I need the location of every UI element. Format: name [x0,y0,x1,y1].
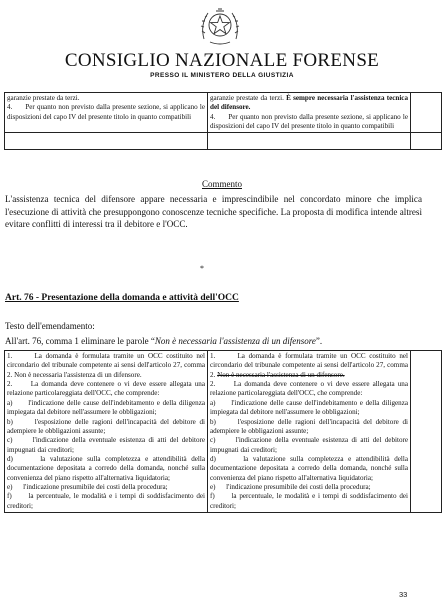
current-text-cell-blank [5,133,208,150]
struck-text: Non è necessaria l'assistenza di un difensore. [217,370,345,379]
letter-d: d) la valutazione sulla completezza e attendibilità della documentazione depositata a corredo della domanda, nonché sulla convenienza del piano rispetto all'alternativa liquidatoria; [210,454,408,482]
current-text-paragraph: 4. Per quanto non previsto dalla presente sezione, si applicano le disposizioni del capo IV del presente titolo in quanto compatibili [7,103,205,121]
letter-a: a) l'indicazione delle cause dell'indebitamento e della diligenza impiegata dal debitore nell'assumere le obbligazioni; [210,398,408,417]
commento-heading: Commento [202,179,242,189]
letter-b: b) l'esposizione delle ragioni dell'incapacità del debitore di adempiere le obbligazioni assunte; [210,417,408,435]
amended-text-cell [208,93,411,133]
current-text-cell [5,351,208,513]
letter-b: b) l'esposizione delle ragioni dell'incapacità del debitore di adempiere le obbligazioni assunte; [7,417,205,435]
amended-text-line-plain: garanzie prestate da terzi. [210,94,284,102]
institution-title: CONSIGLIO NAZIONALE FORENSE [64,50,380,71]
comparison-table-top [4,92,442,150]
comparison-table-art76 [4,350,442,513]
comma-1-text: 1. La domanda è formulata tramite un OCC costituito nel circondario del tribunale competente ai sensi dell'articolo 27, comma 2. [210,352,408,379]
institution-subtitle: PRESSO IL MINISTERO DELLA GIUSTIZIA [150,72,294,79]
comma-2: 2. La domanda deve contenere o vi deve essere allegata una relazione particolareggiata dell'OCC, che comprende: [7,380,205,398]
empty-cell [411,93,442,133]
letter-f: f) la percentuale, le modalità e i tempi di soddisfacimento dei creditori; [7,492,205,510]
empty-cell [411,351,442,513]
amended-text-cell-blank [208,133,411,150]
letter-f: f) la percentuale, le modalità e i tempi di soddisfacimento dei creditori; [210,492,408,510]
letter-c: c) l'indicazione della eventuale esistenza di atti del debitore impugnati dai creditori; [210,436,408,454]
amended-text-addition: È sempre necessaria l'assistenza tecnica del difensore. [210,94,408,112]
comma-1 [210,352,408,380]
letter-c: c) l'indicazione della eventuale esistenza di atti del debitore impugnati dai creditori; [7,436,205,454]
comma-2: 2. La domanda deve contenere o vi deve essere allegata una relazione particolareggiata dell'OCC, che comprende: [210,380,408,398]
amended-text-line [210,94,408,113]
amendment-instruction-text: All'art. 76, comma 1 eliminare le parole “ [5,336,155,346]
amendment-instruction [5,336,322,346]
amendment-quote: Non è necessaria l'assistenza di un difensore [154,336,316,346]
letter-e: e) l'indicazione presumibile dei costi della procedura; [210,483,371,492]
table-row [5,351,442,513]
amended-text-cell [208,351,411,513]
table-row-spacer [5,133,442,150]
letter-e: e) l'indicazione presumibile dei costi della procedura; [7,483,168,492]
amendment-instruction-end: ”. [315,336,323,346]
current-text-line: garanzie prestate da terzi. [7,94,80,102]
comma-1: 1. La domanda è formulata tramite un OCC costituito nel circondario del tribunale competente ai sensi dell'articolo 27, comma 2. Non è necessaria l'assistenza di un difensore. [7,352,205,379]
letter-a: a) l'indicazione delle cause dell'indebitamento e della diligenza impiegata dal debitore nell'assumere le obbligazioni; [7,398,205,417]
amended-text-paragraph: 4. Per quanto non previsto dalla presente sezione, si applicano le disposizioni del capo IV del presente titolo in quanto compatibili [210,112,408,131]
page-number: 33 [399,590,408,599]
current-text-cell [5,93,208,133]
commento-text: L'assistenza tecnica del difensore appare necessaria e imprescindibile nel concordato minore che implica l'esecuzione di attività che presuppongono conoscenze tecniche specifiche. La proposta di modifica intende altresì evitare conflitti di interessi tra il debitore e l'OCC. [5,194,422,230]
amendment-label: Testo dell'emendamento: [5,321,95,331]
article-title: Art. 76 - Presentazione della domanda e attività dell'OCC [5,293,239,303]
section-separator: * [200,264,204,273]
table-row [5,93,442,133]
empty-cell [411,133,442,150]
letter-d: d) la valutazione sulla completezza e attendibilità della documentazione depositata a corredo della domanda, nonché sulla convenienza del piano rispetto all'alternativa liquidatoria; [7,454,205,482]
italian-republic-emblem-icon [196,3,244,47]
